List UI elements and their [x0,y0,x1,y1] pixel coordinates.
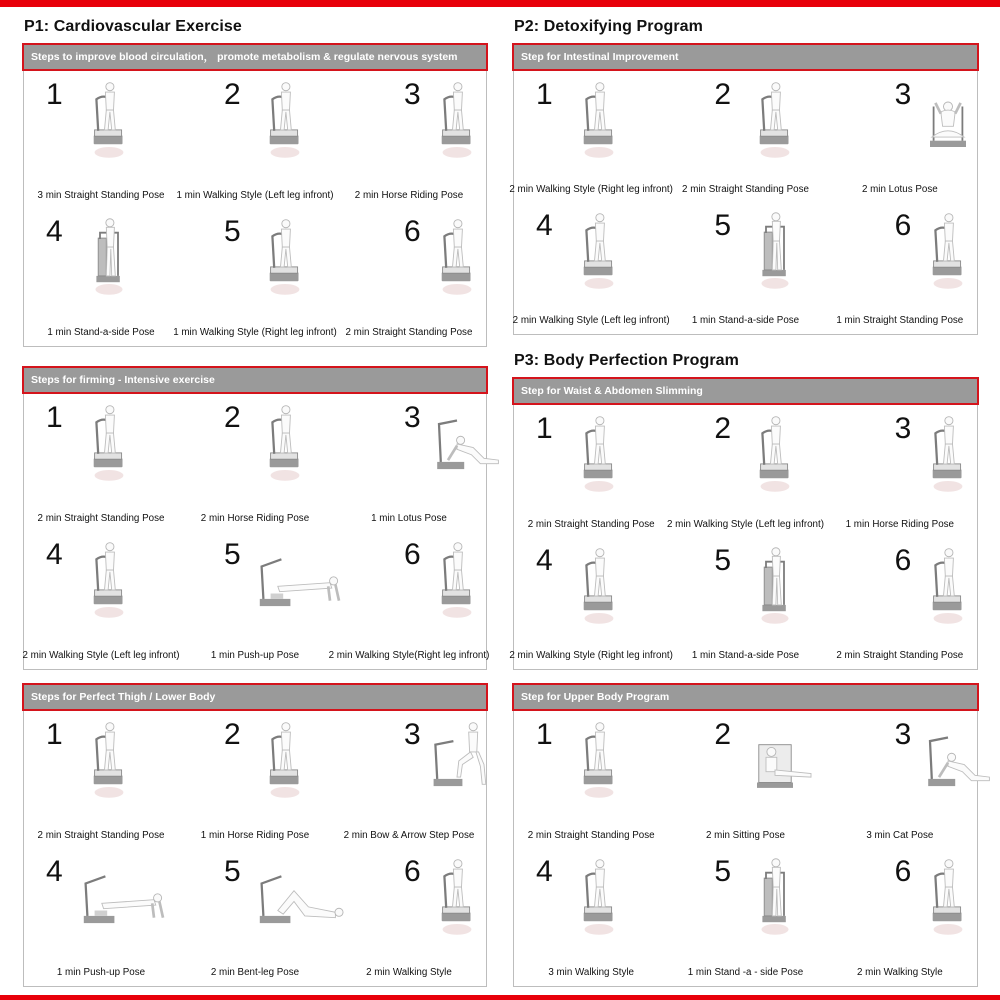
pushup-pose-figure-icon [82,855,172,939]
step-caption: 3 min Straight Standing Pose [37,190,165,201]
step-caption: 1 min Horse Riding Pose [200,830,310,841]
step-caption: 1 min Horse Riding Pose [845,518,954,530]
panel-heading: Steps for firming - Intensive exercise [22,366,488,394]
step-caption: 1 min Stand -a - side Pose [687,967,804,978]
step-caption: 1 min Walking Style (Left leg infront) [176,190,334,201]
step-card-3 [332,712,486,849]
panel-heading: Step for Intestinal Improvement [512,43,979,71]
step-card-6 [823,203,977,334]
stand-pose-figure-icon [430,855,520,939]
step-number: 5 [223,855,241,888]
step-number: 3 [403,78,421,111]
step-number: 5 [714,209,732,242]
step-caption: 2 min Straight Standing Pose [682,184,809,195]
step-card-6 [332,849,486,986]
step-caption: 1 min Stand-a-side Pose [691,650,800,661]
panel-blood-circulation [23,43,487,347]
step-card-5 [178,849,332,986]
step-caption: 1 min Straight Standing Pose [836,315,964,326]
step-caption: 3 min Walking Style [548,967,634,978]
step-caption: 2 min Straight Standing Pose [527,830,655,841]
panel-heading: Step for Upper Body Program [512,683,979,711]
step-card-6 [332,209,486,346]
bottom-red-border [0,995,1000,1000]
panel-waist-abdomen [509,377,978,670]
stand-pose-figure-icon [430,78,520,162]
step-card-2 [668,406,822,538]
stand-pose-figure-icon [921,412,1000,496]
step-card-3 [823,406,977,538]
step-caption: 2 min Walking Style (Left leg infront) [512,315,670,326]
step-number: 5 [714,543,732,577]
step-number: 5 [223,538,241,571]
stand-pose-figure-icon [921,209,1000,293]
step-caption: 2 min Horse Riding Pose [200,513,310,524]
step-card-1 [514,712,668,849]
step-number: 4 [536,543,553,577]
step-number: 2 [223,401,241,434]
panel-intestinal-improvement [509,43,978,335]
step-number: 6 [894,209,912,242]
step-card-1 [24,712,178,849]
step-number: 1 [536,412,553,445]
step-caption: 2 min Walking Style (Left leg infront) [22,650,180,661]
step-caption: 2 min Horse Riding Pose [354,190,464,201]
step-card-6 [823,538,977,670]
stand-pose-figure-icon [921,544,1000,628]
step-card-4 [514,849,668,986]
stand-pose-figure-icon [572,412,662,496]
stand-pose-figure-icon [430,538,520,622]
step-number: 1 [536,718,553,751]
step-number: 1 [536,78,553,111]
step-number: 3 [403,718,421,751]
step-number: 4 [46,215,63,248]
stand-pose-figure-icon [82,718,172,802]
step-caption: 2 min Walking Style (Right leg infront) [509,650,673,661]
panel-heading: Steps to improve blood circulation， promote metabolism & regulate nervous system [22,43,488,71]
step-caption: 2 min Bow & Arrow Step Pose [343,830,475,841]
step-card-3 [823,712,977,849]
step-card-2 [668,72,822,203]
program-title-p3: P3: Body Perfection Program [514,352,739,369]
kneel-pose-figure-icon [921,718,1000,802]
step-number: 6 [894,855,912,888]
step-caption: 2 min Bent-leg Pose [210,967,300,978]
step-caption: 2 min Sitting Pose [706,830,785,841]
stand-pose-figure-icon [572,209,662,293]
step-number: 3 [894,718,912,751]
step-card-5 [668,203,822,334]
step-card-4 [509,538,673,670]
step-number: 2 [714,78,732,111]
step-card-3 [332,395,486,532]
step-card-5 [173,209,337,346]
step-number: 2 [223,718,241,751]
step-caption: 2 min Walking Style (Right leg infront) [509,184,673,195]
step-card-4 [514,203,668,334]
step-caption: 1 min Stand-a-side Pose [691,315,800,326]
side-pose-figure-icon [82,215,172,299]
step-number: 3 [894,78,912,111]
step-caption: 1 min Push-up Pose [210,650,300,661]
stand-pose-figure-icon [921,855,1000,939]
step-caption: 1 min Stand-a-side Pose [47,327,155,338]
step-caption: 1 min Walking Style (Right leg infront) [173,327,337,338]
step-caption: 2 min Walking Style [856,967,943,978]
step-caption: 2 min Walking Style [366,967,452,978]
step-number: 1 [46,401,63,434]
stand-pose-figure-icon [82,401,172,485]
step-card-1 [24,72,178,209]
step-caption: 2 min Straight Standing Pose [37,513,165,524]
step-caption: 1 min Lotus Pose [371,513,447,524]
stand-pose-figure-icon [82,78,172,162]
program-title-p2: P2: Detoxifying Program [514,18,704,35]
stand-pose-figure-icon [82,538,172,622]
step-number: 4 [46,538,63,571]
step-number: 3 [894,412,912,445]
step-number: 3 [403,401,421,434]
step-number: 1 [46,718,63,751]
step-card-2 [178,395,332,532]
kneel-pose-figure-icon [430,401,520,485]
panel-upper-body [513,683,978,987]
step-caption: 2 min Straight Standing Pose [836,650,964,661]
step-card-4 [24,849,178,986]
panel-thigh-lower-body [23,683,487,987]
step-number: 4 [536,855,553,888]
step-caption: 2 min Straight Standing Pose [37,830,165,841]
step-caption: 2 min Straight Standing Pose [527,518,655,530]
step-caption: 3 min Cat Pose [866,830,934,841]
sit-pose-figure-icon [921,78,1000,162]
step-card-3 [332,72,486,209]
step-card-2 [178,72,332,209]
step-card-4 [24,532,178,669]
panel-firming-intensive [22,366,490,670]
step-card-5 [668,538,822,670]
step-card-6 [328,532,490,669]
step-number: 6 [894,543,912,577]
stand-pose-figure-icon [572,855,662,939]
step-caption: 2 min Lotus Pose [861,184,938,195]
step-number: 5 [223,215,241,248]
step-card-2 [668,712,822,849]
lunge-pose-figure-icon [430,718,520,802]
step-number: 2 [714,718,732,751]
panel-heading: Steps for Perfect Thigh / Lower Body [22,683,488,711]
step-card-5 [668,849,822,986]
stand-pose-figure-icon [430,215,520,299]
stand-pose-figure-icon [572,718,662,802]
step-caption: 2 min Walking Style(Right leg infront) [328,650,490,661]
step-card-3 [823,72,977,203]
step-card-6 [823,849,977,986]
step-number: 6 [403,538,421,571]
step-card-5 [178,532,332,669]
stand-pose-figure-icon [572,78,662,162]
step-card-2 [178,712,332,849]
step-number: 2 [223,78,241,111]
step-number: 6 [403,215,421,248]
step-number: 4 [46,855,63,888]
step-card-1 [24,395,178,532]
panel-heading: Step for Waist & Abdomen Slimming [512,377,979,405]
step-card-1 [514,406,668,538]
step-caption: 2 min Straight Standing Pose [345,327,473,338]
step-card-1 [509,72,673,203]
step-number: 6 [403,855,421,888]
step-caption: 2 min Walking Style (Left leg infront) [666,518,824,530]
step-number: 5 [714,855,732,888]
top-red-border [0,0,1000,7]
step-caption: 1 min Push-up Pose [56,967,146,978]
step-number: 1 [46,78,63,111]
step-number: 4 [536,209,553,242]
step-card-4 [24,209,178,346]
stand-pose-figure-icon [572,544,662,628]
step-number: 2 [714,412,732,445]
program-title-p1: P1: Cardiovascular Exercise [24,18,242,35]
